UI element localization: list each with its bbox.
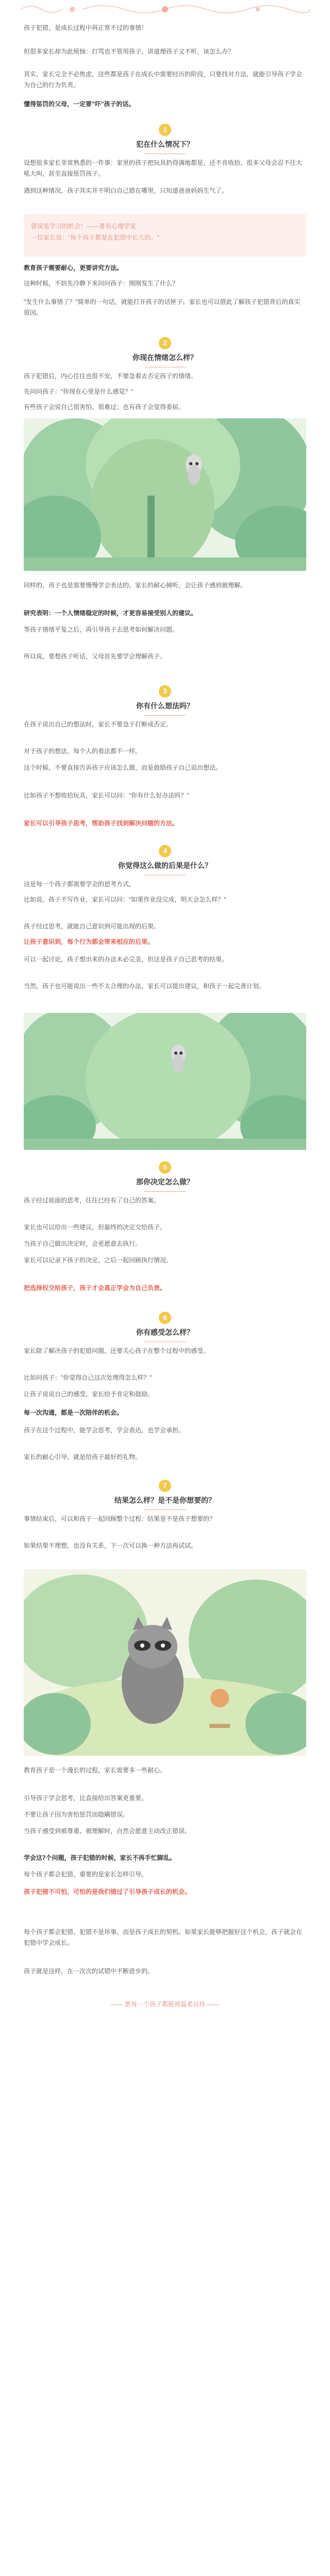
highlight-paragraph: 家长可以引导孩子思考，帮助孩子找到解决问题的方法。	[24, 820, 179, 827]
section-header-3	[0, 685, 330, 716]
section-header-7	[0, 1480, 330, 1510]
section-title: 你现在情绪怎么样？	[133, 353, 197, 362]
body-paragraph: 每个孩子都会犯错，重要的是家长怎样引导。	[24, 1871, 148, 1878]
section-header-6	[0, 1312, 330, 1342]
section-header-4	[0, 845, 330, 875]
body-paragraph: 孩子犯错后，内心往往也很不安，不要急着去否定孩子的情绪。	[24, 372, 197, 380]
body-paragraph: 学会这7个问题，孩子犯错的时候，家长不再手忙脚乱。	[24, 1854, 176, 1861]
closing-paragraph: 每个孩子都会犯错，犯错不是坏事，而是孩子成长的契机。如果家长能够把握好这个机会，孩子就会在犯错中学会成长。	[24, 1928, 303, 1946]
section-number-badge: 2	[159, 337, 171, 349]
body-paragraph: 这是每一个孩子都需要学会的思考方式。	[24, 880, 136, 888]
body-paragraph: 研究表明：一个人情绪稳定的时候，才更容易接受别人的建议。	[24, 609, 197, 617]
body-paragraph: 每一次沟通，都是一次陪伴的机会。	[24, 1409, 123, 1416]
body-paragraph: "发生什么事情了？"简单的一句话，就能打开孩子的话匣子。家长也可以借此了解孩子犯错背后的真实原因。	[24, 298, 301, 316]
body-paragraph: 当孩子感受到被尊重、被理解时，自然会愿意主动改正错误。	[24, 1827, 191, 1835]
forest-illustration	[24, 418, 306, 571]
outro-line: —— 愿每一个孩子都能被温柔以待 ——	[110, 2001, 220, 2008]
body-paragraph: 不要让孩子因为害怕惩罚而隐瞒错误。	[24, 1811, 129, 1818]
section-title: 那你决定怎么做？	[136, 1178, 194, 1186]
section-header-1	[0, 124, 330, 154]
body-paragraph: 当然，孩子也可能说出一些不太合理的办法，家长可以提出建议，和孩子一起完善计划。	[24, 982, 266, 990]
floral-header-decoration	[0, 0, 330, 19]
section-number-badge: 1	[159, 124, 171, 136]
intro-paragraph: 但很多家长却为此烦恼：打骂也不管用孩子，讲道理孩子又不听，该怎么办？	[24, 48, 235, 55]
quote-box	[24, 214, 306, 257]
body-paragraph: 孩子经过思考，就能自己意识到可能出现的后果。	[24, 923, 160, 930]
body-paragraph: 对于孩子的想法，每个人的看法都不一样。	[24, 748, 142, 755]
section-number-badge: 5	[159, 1161, 171, 1174]
highlight-paragraph: 孩子犯错不可怕，可怕的是我们错过了引导孩子成长的机会。	[24, 1888, 191, 1895]
quote-line: 一位家长说："每个孩子都是在犯错中长大的。"	[31, 234, 159, 241]
body-paragraph: 可以一起讨论，孩子想出来的办法未必完美，但这是孩子自己思考的结果。	[24, 956, 228, 963]
section-header-2	[0, 337, 330, 367]
section-title: 犯在什么情况下？	[136, 140, 194, 148]
body-paragraph: 家长可以记录下孩子的决定，之后一起回顾执行情况。	[24, 1257, 173, 1264]
body-paragraph: 在孩子说出自己的想法时，家长不要急于打断或否定。	[24, 721, 173, 728]
body-paragraph: 家长也可以给出一些建议，但最终的决定交给孩子。	[24, 1224, 167, 1231]
body-paragraph: 引导孩子学会思考，比直接给出答案更重要。	[24, 1794, 148, 1802]
body-paragraph: 先问问孩子："你现在心里是什么感觉？"	[24, 388, 134, 395]
body-paragraph: 孩子经过前面的思考，往往已经有了自己的答案。	[24, 1197, 160, 1204]
intro-paragraph: 孩子犯错，是成长过程中再正常不过的事情！	[24, 24, 148, 31]
forest-illustration	[24, 1013, 306, 1150]
section-number-badge: 6	[159, 1312, 171, 1324]
body-paragraph: 事情结束后，可以和孩子一起回顾整个过程：结果是不是孩子想要的？	[24, 1515, 216, 1522]
bullet-title: 懂得惩罚的父母，一定要"吓"孩子的话。	[24, 100, 135, 108]
body-paragraph: 孩子在这个过程中，能学会思考，学会表达，也学会承担。	[24, 1427, 185, 1434]
divider	[144, 1191, 186, 1192]
section-number-badge: 4	[159, 845, 171, 857]
section-header-5	[0, 1161, 330, 1192]
section-number-badge: 3	[159, 685, 171, 698]
body-paragraph: 教育孩子是一个漫长的过程，家长需要多一些耐心。	[24, 1767, 167, 1774]
body-paragraph: 教育孩子需要耐心，更要讲究方法。	[24, 264, 123, 272]
body-paragraph: 设想很多家长非常熟悉的一件事：家里的孩子把玩具扔得满地都是，还不肯收拾，很多父母会忍不住大吼大叫，甚至直接惩罚孩子。	[24, 159, 303, 177]
body-paragraph: 同样的，孩子也是需要慢慢学会表达的。家长的耐心倾听，会让孩子感到被理解。	[24, 582, 247, 589]
section-title: 你觉得这么做的后果是什么？	[118, 861, 212, 870]
section-number-badge: 7	[159, 1480, 171, 1492]
section-title: 你有感受怎么样？	[136, 1328, 194, 1336]
body-paragraph: 当孩子自己做出决定时，会更愿意去执行。	[24, 1240, 142, 1247]
body-paragraph: 家长除了解决孩子的犯错问题，还要关心孩子在整个过程中的感受。	[24, 1347, 210, 1354]
body-paragraph: 如果结果不理想，也没有关系，下一次可以换一种方法再试试。	[24, 1542, 197, 1549]
body-paragraph: 等孩子情绪平复之后，再引导孩子去思考如何解决问题。	[24, 626, 179, 633]
closing-paragraph: 孩子就是这样，在一次次的试错中不断进步的。	[24, 1968, 154, 1975]
body-paragraph: 比如问孩子："你觉得自己这次处理得怎么样？"	[24, 1374, 152, 1381]
highlight-paragraph: 把选择权交给孩子，孩子才会真正学会为自己负责。	[24, 1284, 167, 1292]
body-paragraph: 比如孩子不想收拾玩具，家长可以问："你有什么好办法吗？"	[24, 792, 189, 799]
intro-paragraph: 其实，家长完全不必焦虑，这些都是孩子在成长中需要经历的阶段，只要找对方法，就能引导孩子学会为自己的行为负责。	[24, 71, 303, 89]
divider	[144, 715, 186, 716]
body-paragraph: 这种时候，不妨先冷静下来问问孩子：刚刚发生了什么？	[24, 280, 179, 287]
quote-line: 错误是学习的机会！——著名心理学家	[31, 223, 137, 230]
section-title: 结果怎么样？是不是你想要的？	[114, 1496, 216, 1504]
raccoon-illustration	[24, 1569, 306, 1756]
body-paragraph: 这个时候，不要直接告诉孩子应该怎么做，而是鼓励孩子自己说出想法。	[24, 764, 222, 771]
highlight-paragraph: 让孩子意识到，每个行为都会带来相应的后果。	[24, 938, 154, 945]
body-paragraph: 遇到这种情况，孩子其实并不明白自己错在哪里，只知道爸爸妈妈生气了。	[24, 187, 228, 194]
body-paragraph: 让孩子说说自己的感受，家长给予肯定和鼓励。	[24, 1391, 154, 1398]
body-paragraph: 有些孩子会说自己很害怕、很难过；也有孩子会觉得委屈。	[24, 403, 185, 411]
section-title: 你有什么想法吗？	[136, 702, 194, 710]
body-paragraph: 所以说，要想孩子听话，父母首先要学会理解孩子。	[24, 653, 167, 660]
body-paragraph: 家长的耐心引导，就是给孩子最好的礼物。	[24, 1453, 142, 1461]
body-paragraph: 比如说，孩子不写作业，家长可以问："如果作业没完成，明天会怎么样？"	[24, 896, 226, 903]
